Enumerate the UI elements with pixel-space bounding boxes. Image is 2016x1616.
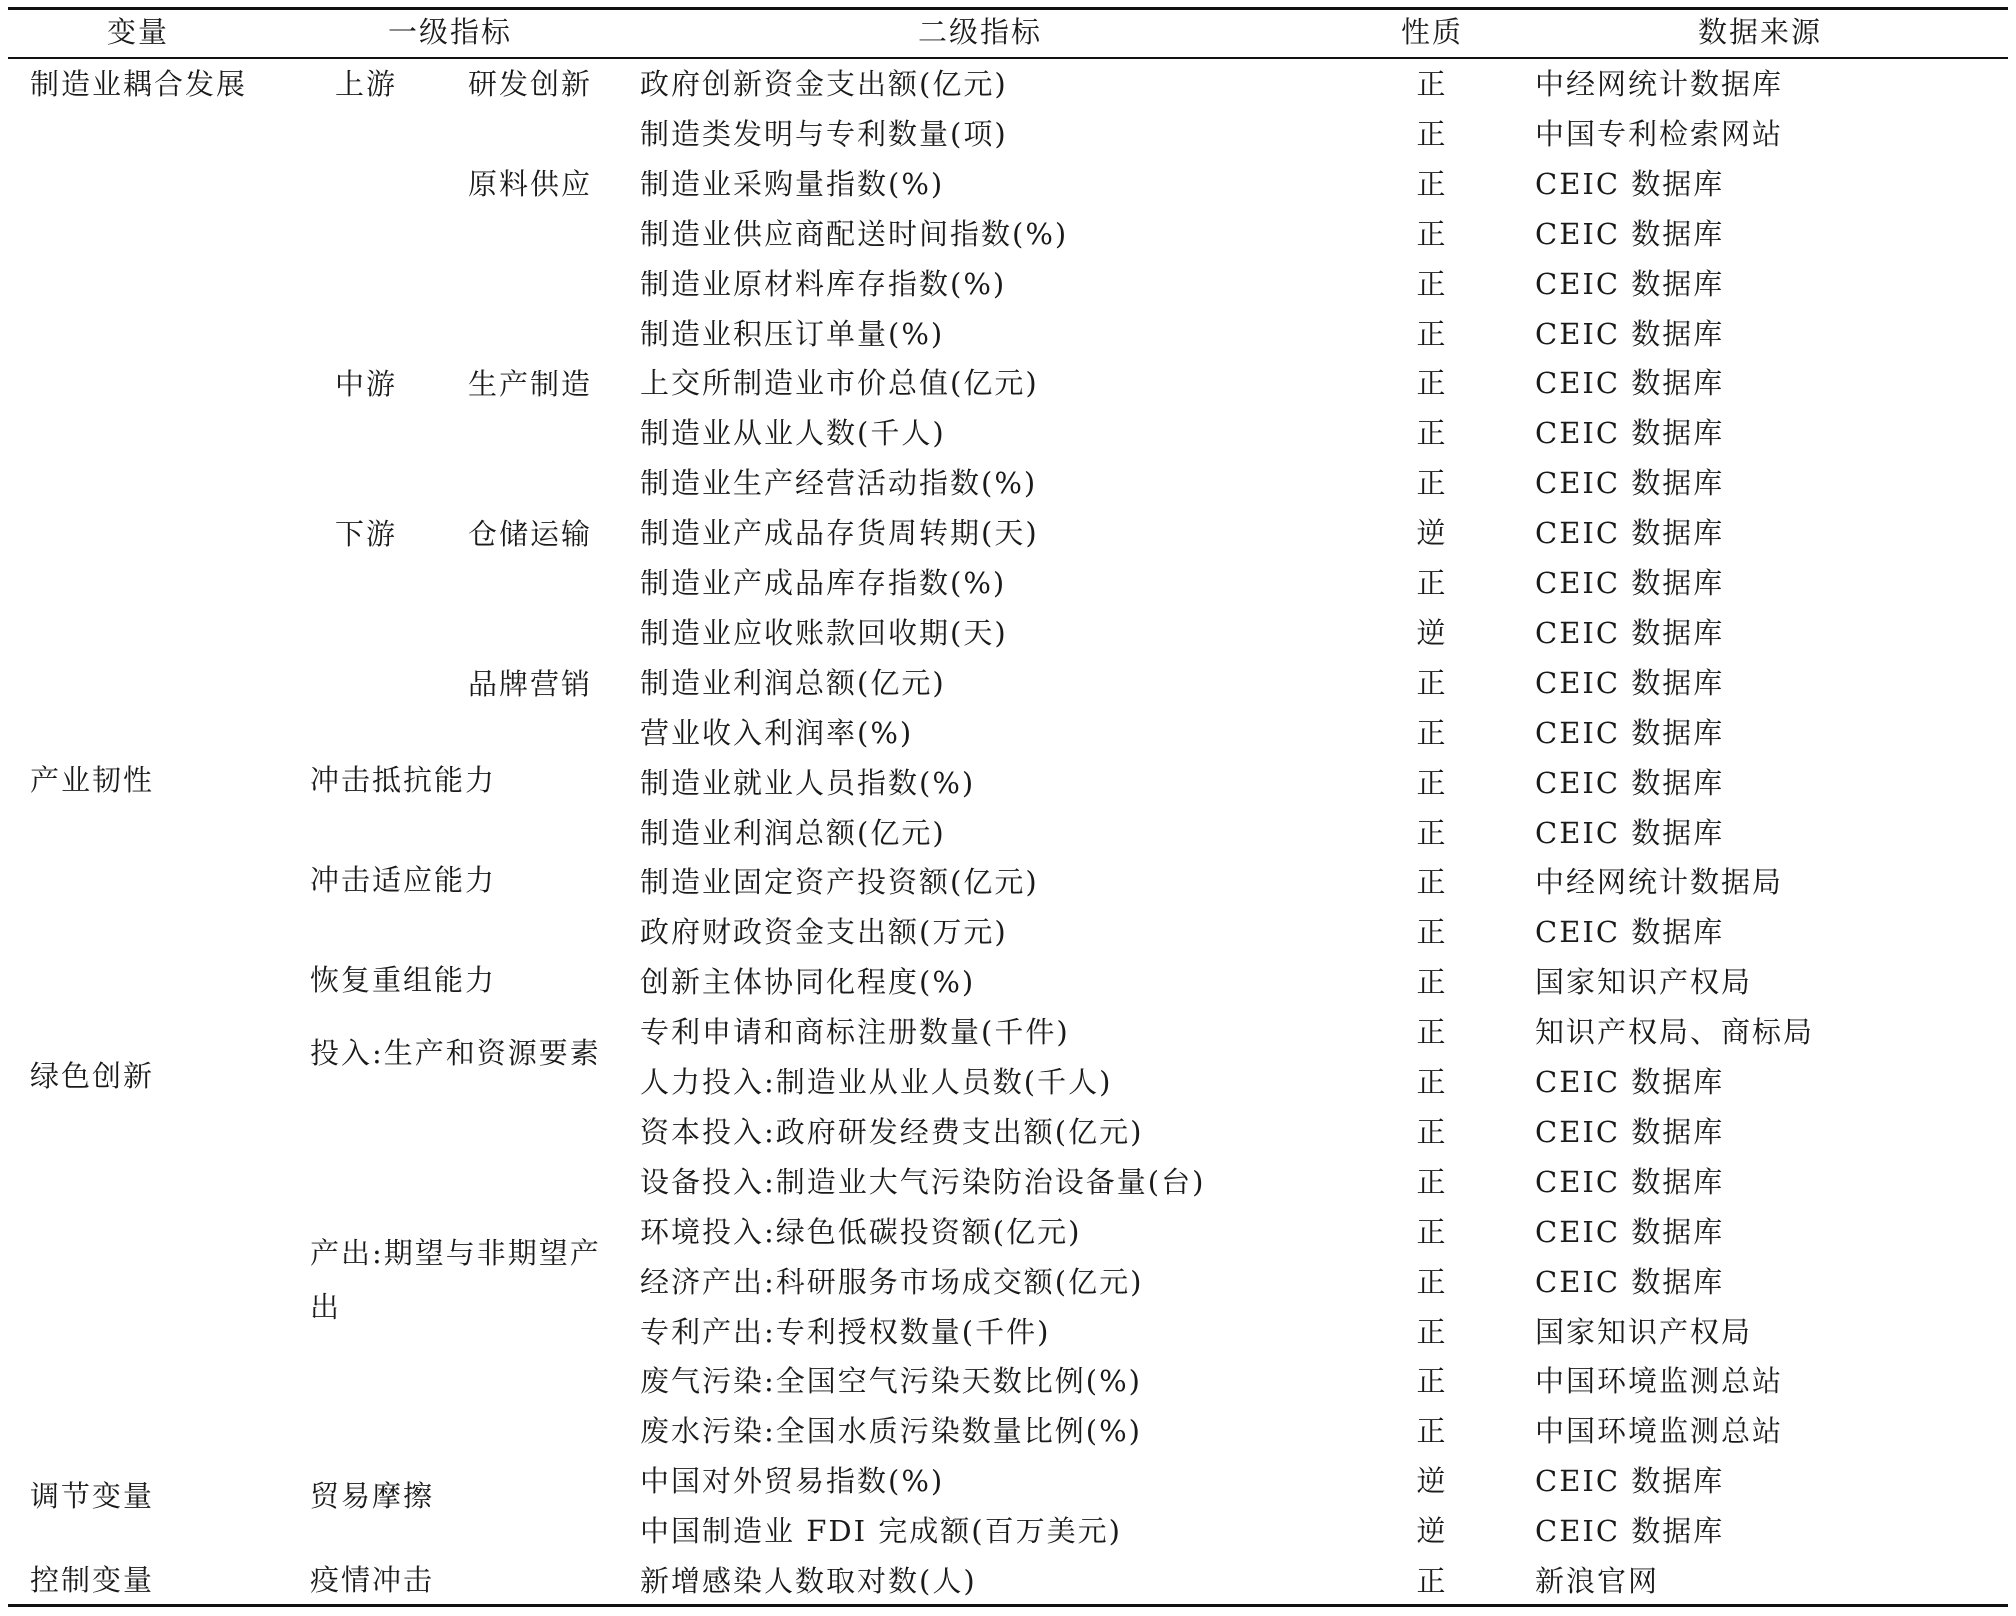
source-cell: CEIC 数据库 bbox=[1535, 615, 1725, 650]
indicator-cell: 废水污染:全国水质污染数量比例(%) bbox=[640, 1414, 1142, 1449]
source-cell: 国家知识产权局 bbox=[1535, 965, 1753, 1000]
header-source: 数据来源 bbox=[1697, 15, 1822, 49]
indicator-cell: 制造业采购量指数(%) bbox=[640, 166, 945, 201]
variable-cell: 制造业耦合发展 bbox=[30, 67, 248, 101]
nature-cell: 逆 bbox=[1416, 1464, 1448, 1499]
variable-cell: 调节变量 bbox=[30, 1479, 155, 1513]
variable-cell: 控制变量 bbox=[30, 1563, 155, 1597]
source-cell: CEIC 数据库 bbox=[1535, 366, 1725, 401]
nature-cell: 正 bbox=[1416, 765, 1448, 800]
level1-cell: 贸易摩擦 bbox=[310, 1479, 435, 1513]
indicator-cell: 制造业固定资产投资额(亿元) bbox=[640, 865, 1039, 900]
header-level2: 二级指标 bbox=[917, 15, 1042, 49]
header-level1: 一级指标 bbox=[387, 15, 512, 49]
indicator-cell: 创新主体协同化程度(%) bbox=[640, 965, 976, 1000]
source-cell: 国家知识产权局 bbox=[1535, 1314, 1753, 1349]
nature-cell: 正 bbox=[1416, 865, 1448, 900]
indicator-cell: 专利产出:专利授权数量(千件) bbox=[640, 1314, 1051, 1349]
source-cell: CEIC 数据库 bbox=[1535, 665, 1725, 700]
nature-cell: 正 bbox=[1416, 466, 1448, 501]
indicator-cell: 环境投入:绿色低碳投资额(亿元) bbox=[640, 1214, 1082, 1249]
indicator-cell: 制造业生产经营活动指数(%) bbox=[640, 466, 1038, 501]
indicator-cell: 制造业从业人数(千人) bbox=[640, 416, 946, 451]
source-cell: 中经网统计数据局 bbox=[1535, 865, 1784, 900]
indicator-cell: 废气污染:全国空气污染天数比例(%) bbox=[640, 1364, 1142, 1399]
indicator-cell: 制造业产成品存货周转期(天) bbox=[640, 516, 1039, 551]
nature-cell: 正 bbox=[1416, 166, 1448, 201]
nature-cell: 正 bbox=[1416, 1114, 1448, 1149]
source-cell: 中国环境监测总站 bbox=[1535, 1364, 1784, 1399]
source-cell: CEIC 数据库 bbox=[1535, 416, 1725, 451]
level1-cell: 冲击适应能力 bbox=[310, 863, 497, 897]
indicator-cell: 制造类发明与专利数量(项) bbox=[640, 116, 1008, 151]
source-cell: CEIC 数据库 bbox=[1535, 1114, 1725, 1149]
source-cell: 中经网统计数据库 bbox=[1535, 67, 1784, 101]
level1-cell: 产出:期望与非期望产出 bbox=[310, 1236, 601, 1324]
indicator-cell: 制造业应收账款回收期(天) bbox=[640, 615, 1008, 650]
nature-cell: 正 bbox=[1416, 366, 1448, 401]
nature-cell: 正 bbox=[1416, 266, 1448, 301]
indicator-cell: 制造业产成品库存指数(%) bbox=[640, 566, 1007, 600]
nature-cell: 逆 bbox=[1416, 1514, 1448, 1549]
nature-cell: 正 bbox=[1416, 1314, 1448, 1349]
nature-cell: 正 bbox=[1416, 67, 1448, 101]
source-cell: 中国专利检索网站 bbox=[1535, 116, 1784, 151]
stage-cell: 上游 bbox=[335, 67, 398, 101]
nature-cell: 正 bbox=[1416, 1164, 1448, 1199]
indicator-cell: 制造业原材料库存指数(%) bbox=[640, 266, 1007, 301]
nature-cell: 正 bbox=[1416, 1015, 1448, 1050]
nature-cell: 正 bbox=[1416, 815, 1448, 850]
indicator-cell: 制造业利润总额(亿元) bbox=[640, 665, 946, 700]
nature-cell: 正 bbox=[1416, 316, 1448, 351]
indicator-cell: 政府财政资金支出额(万元) bbox=[640, 915, 1008, 950]
variable-cell: 产业韧性 bbox=[30, 763, 155, 797]
source-cell: CEIC 数据库 bbox=[1535, 1214, 1725, 1249]
indicator-cell: 中国对外贸易指数(%) bbox=[640, 1464, 945, 1499]
nature-cell: 逆 bbox=[1416, 516, 1448, 551]
nature-cell: 正 bbox=[1416, 1065, 1448, 1099]
source-cell: CEIC 数据库 bbox=[1535, 1164, 1725, 1199]
nature-cell: 正 bbox=[1416, 965, 1448, 1000]
source-cell: CEIC 数据库 bbox=[1535, 216, 1725, 251]
nature-cell: 正 bbox=[1416, 1564, 1448, 1598]
header-variable: 变量 bbox=[106, 15, 169, 49]
nature-cell: 正 bbox=[1416, 665, 1448, 700]
nature-cell: 正 bbox=[1416, 566, 1448, 600]
indicator-cell: 营业收入利润率(%) bbox=[640, 715, 914, 750]
stage-cell: 中游 bbox=[335, 367, 398, 401]
indicator-cell: 中国制造业 FDI 完成额(百万美元) bbox=[640, 1514, 1122, 1549]
subcategory-cell: 仓储运输 bbox=[468, 517, 593, 551]
source-cell: CEIC 数据库 bbox=[1535, 466, 1725, 501]
source-cell: CEIC 数据库 bbox=[1535, 1264, 1725, 1299]
nature-cell: 正 bbox=[1416, 1214, 1448, 1249]
indicator-cell: 专利申请和商标注册数量(千件) bbox=[640, 1015, 1070, 1050]
table-header-rule bbox=[8, 57, 2008, 59]
indicator-cell: 制造业供应商配送时间指数(%) bbox=[640, 216, 1069, 251]
nature-cell: 正 bbox=[1416, 715, 1448, 750]
nature-cell: 正 bbox=[1416, 116, 1448, 151]
indicator-cell: 上交所制造业市价总值(亿元) bbox=[640, 366, 1039, 401]
indicator-cell: 制造业利润总额(亿元) bbox=[640, 815, 946, 850]
nature-cell: 正 bbox=[1416, 216, 1448, 251]
nature-cell: 正 bbox=[1416, 915, 1448, 950]
source-cell: CEIC 数据库 bbox=[1535, 1065, 1725, 1099]
table-top-rule bbox=[8, 7, 2008, 10]
source-cell: CEIC 数据库 bbox=[1535, 566, 1725, 600]
level1-cell: 恢复重组能力 bbox=[310, 963, 497, 997]
subcategory-cell: 生产制造 bbox=[468, 367, 593, 401]
subcategory-cell: 研发创新 bbox=[468, 67, 593, 101]
source-cell: CEIC 数据库 bbox=[1535, 765, 1725, 800]
subcategory-cell: 品牌营销 bbox=[468, 667, 593, 701]
table-bottom-rule bbox=[8, 1604, 2008, 1607]
nature-cell: 正 bbox=[1416, 1264, 1448, 1299]
indicator-cell: 新增感染人数取对数(人) bbox=[640, 1564, 977, 1598]
source-cell: 新浪官网 bbox=[1535, 1564, 1660, 1598]
source-cell: CEIC 数据库 bbox=[1535, 1514, 1725, 1549]
source-cell: CEIC 数据库 bbox=[1535, 915, 1725, 950]
indicator-cell: 制造业积压订单量(%) bbox=[640, 316, 945, 351]
indicator-cell: 人力投入:制造业从业人员数(千人) bbox=[640, 1065, 1113, 1099]
source-cell: CEIC 数据库 bbox=[1535, 516, 1725, 551]
indicator-cell: 制造业就业人员指数(%) bbox=[640, 765, 976, 800]
source-cell: CEIC 数据库 bbox=[1535, 715, 1725, 750]
level1-cell: 冲击抵抗能力 bbox=[310, 763, 497, 797]
nature-cell: 正 bbox=[1416, 416, 1448, 451]
stage-cell: 下游 bbox=[335, 517, 398, 551]
source-cell: 中国环境监测总站 bbox=[1535, 1414, 1784, 1449]
nature-cell: 正 bbox=[1416, 1364, 1448, 1399]
source-cell: CEIC 数据库 bbox=[1535, 166, 1725, 201]
variable-cell: 绿色创新 bbox=[30, 1059, 155, 1093]
indicator-cell: 政府创新资金支出额(亿元) bbox=[640, 67, 1008, 101]
indicator-cell: 经济产出:科研服务市场成交额(亿元) bbox=[640, 1264, 1144, 1299]
nature-cell: 正 bbox=[1416, 1414, 1448, 1449]
nature-cell: 逆 bbox=[1416, 615, 1448, 650]
source-cell: 知识产权局、商标局 bbox=[1535, 1015, 1815, 1050]
source-cell: CEIC 数据库 bbox=[1535, 316, 1725, 351]
indicator-cell: 设备投入:制造业大气污染防治设备量(台) bbox=[640, 1164, 1206, 1199]
header-nature: 性质 bbox=[1400, 15, 1463, 49]
subcategory-cell: 原料供应 bbox=[468, 167, 593, 201]
source-cell: CEIC 数据库 bbox=[1535, 1464, 1725, 1499]
level1-cell: 投入:生产和资源要素 bbox=[310, 1036, 601, 1070]
indicator-cell: 资本投入:政府研发经费支出额(亿元) bbox=[640, 1114, 1144, 1149]
source-cell: CEIC 数据库 bbox=[1535, 815, 1725, 850]
level1-cell: 疫情冲击 bbox=[310, 1563, 435, 1597]
source-cell: CEIC 数据库 bbox=[1535, 266, 1725, 301]
